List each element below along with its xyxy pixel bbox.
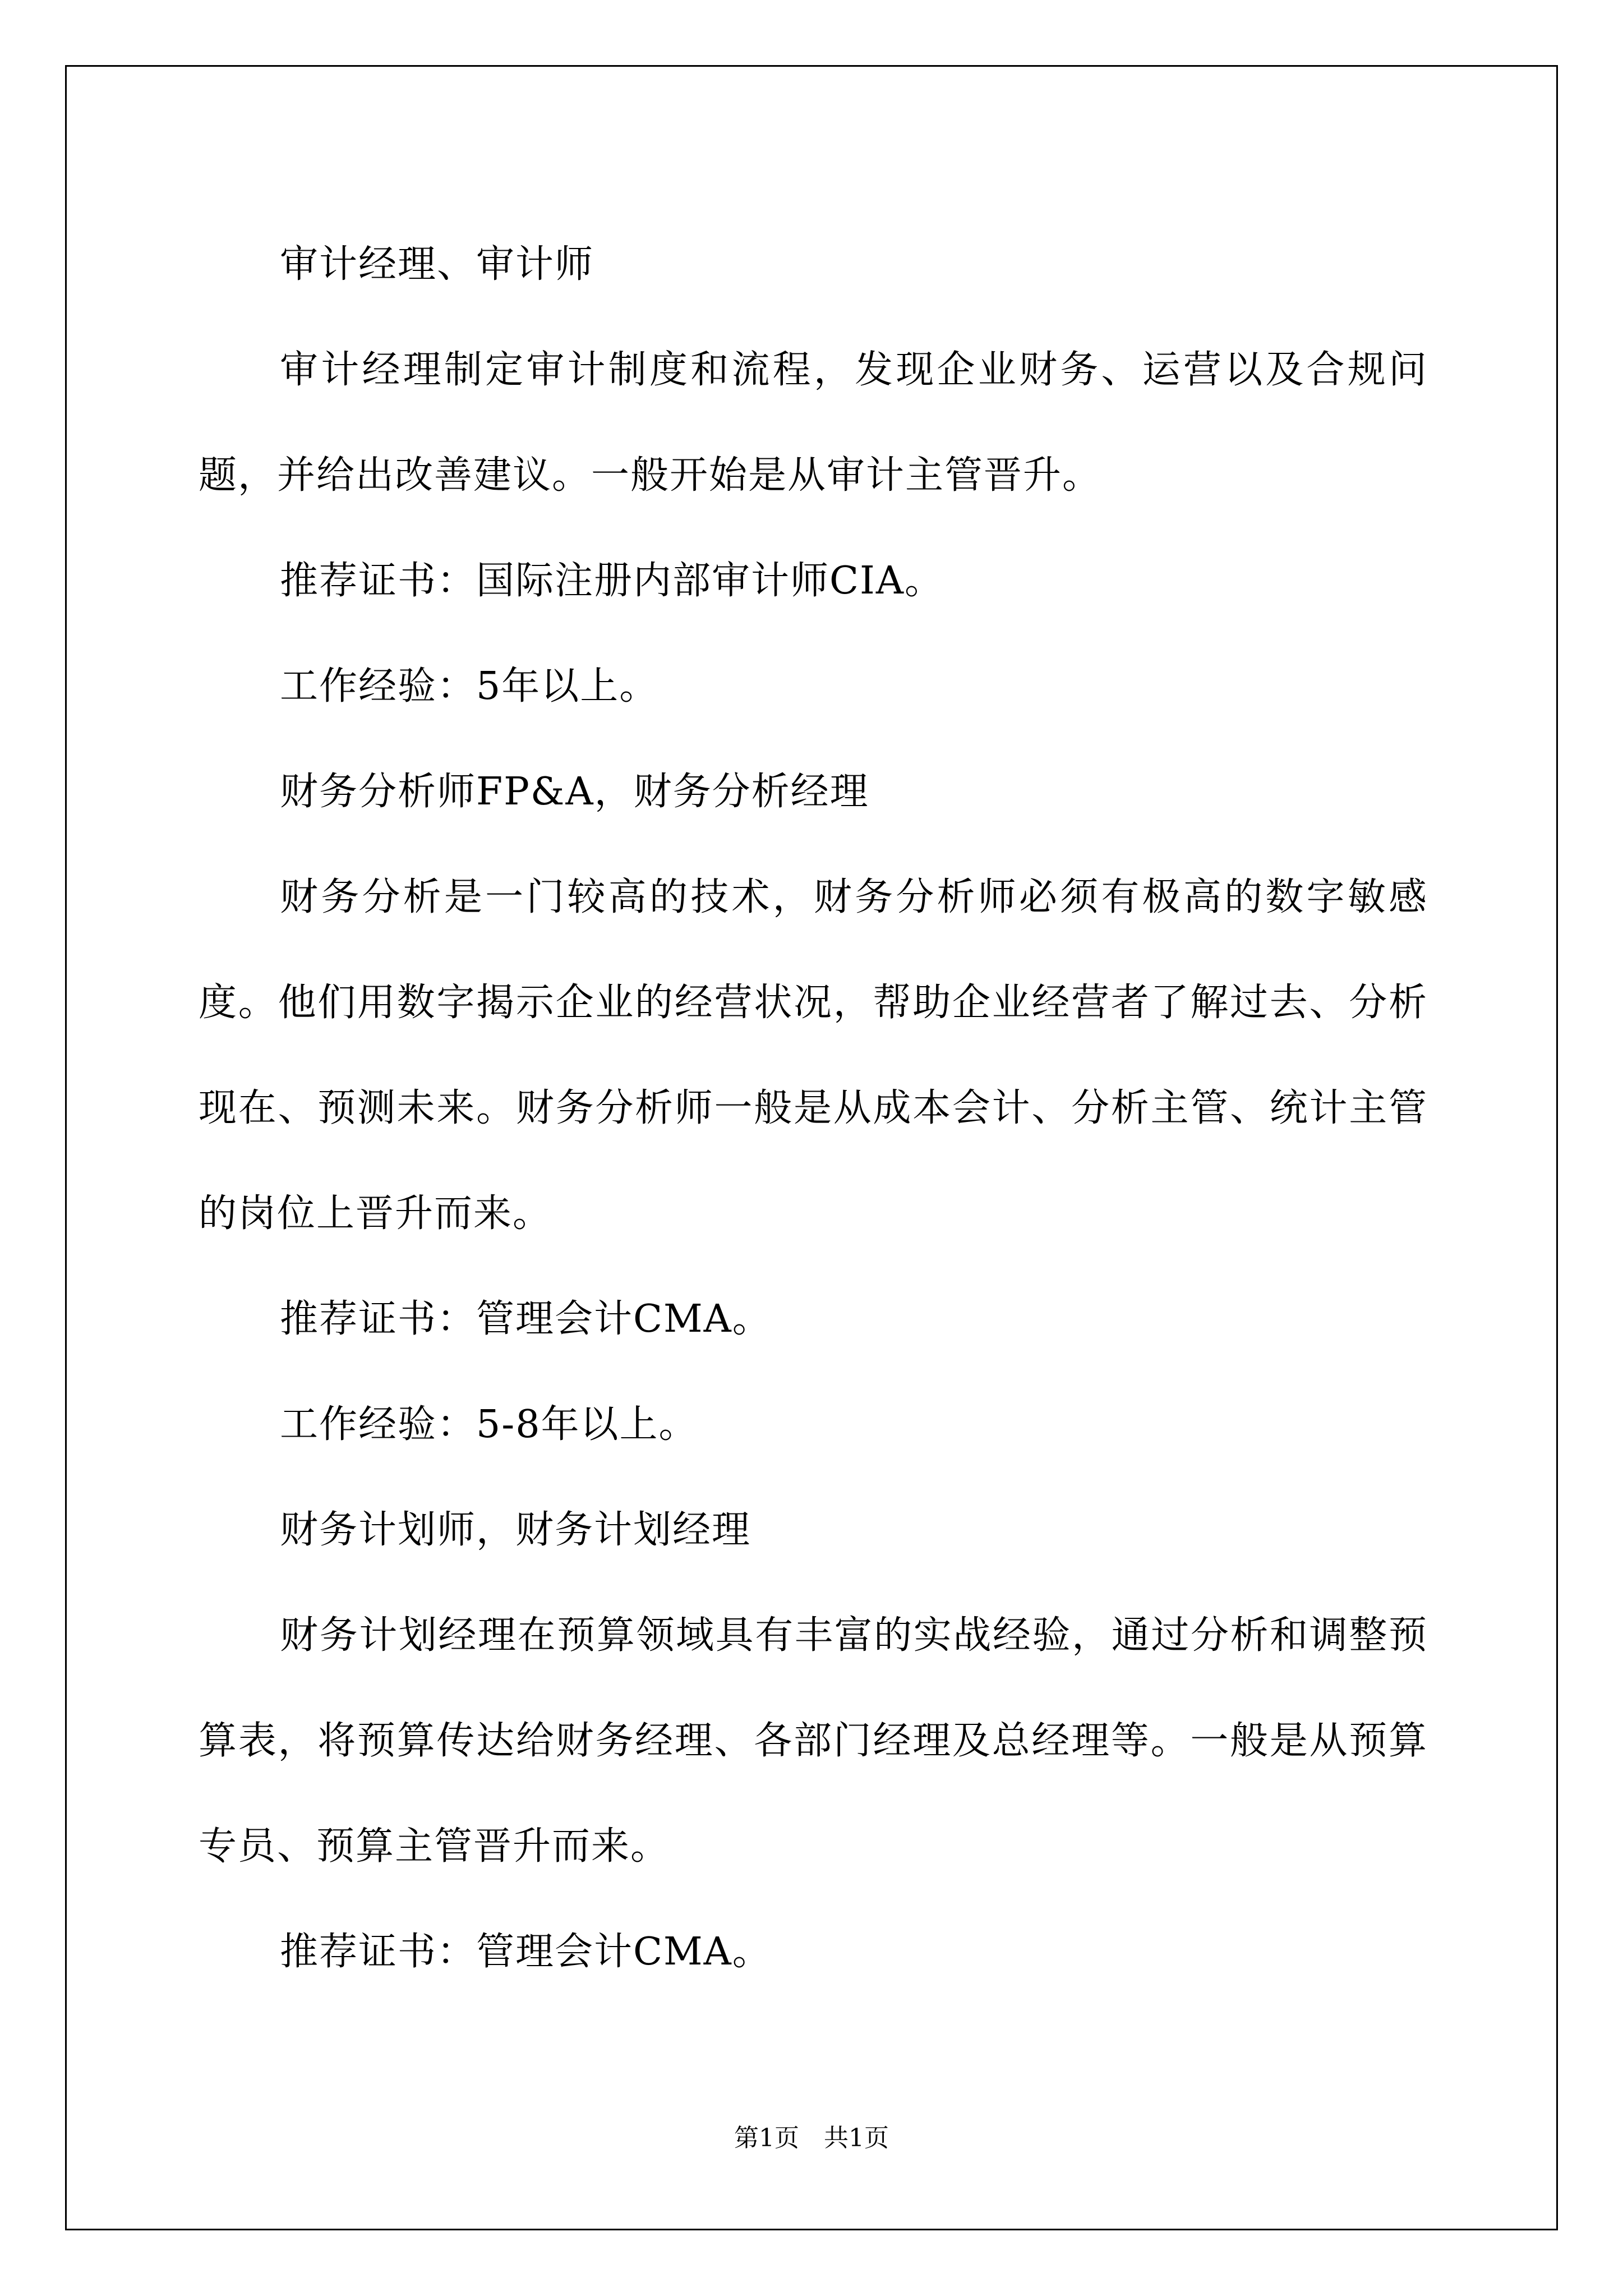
page-number-footer: 第1页 共1页 [734, 2124, 889, 2152]
paragraph-financial-planner-description: 财务计划经理在预算领域具有丰富的实战经验，通过分析和调整预算表，将预算传达给财务经理、各部门经理及总经理等。一般是从预算专员、预算主管晋升而来。 [199, 1613, 1428, 1869]
section-heading-financial-planner: 财务计划师，财务计划经理 [280, 1508, 751, 1552]
document-body [199, 212, 1428, 2005]
paragraph-financial-analyst-description: 财务分析是一门较高的技术，财务分析师必须有极高的数字敏感度。他们用数字揭示企业的经营状况，帮助企业经营者了解过去、分析现在、预测未来。财务分析师一般是从成本会计、分析主管、统计主管的岗位上晋升而来。 [199, 875, 1428, 1236]
paragraph-audit-description: 审计经理制定审计制度和流程，发现企业财务、运营以及合规问题，并给出改善建议。一般开始是从审计主管晋升。 [199, 348, 1428, 498]
paragraph-financial-planner-certificate: 推荐证书：管理会计CMA。 [280, 1930, 772, 1974]
paragraph-financial-analyst-certificate: 推荐证书：管理会计CMA。 [280, 1297, 772, 1341]
section-heading-audit: 审计经理、审计师 [280, 242, 594, 287]
paragraph-financial-analyst-experience: 工作经验：5-8年以上。 [280, 1402, 698, 1447]
paragraph-audit-certificate: 推荐证书：国际注册内部审计师CIA。 [280, 559, 944, 603]
paragraph-audit-experience: 工作经验：5年以上。 [280, 664, 659, 708]
section-heading-financial-analyst: 财务分析师FP&A，财务分析经理 [280, 770, 869, 814]
